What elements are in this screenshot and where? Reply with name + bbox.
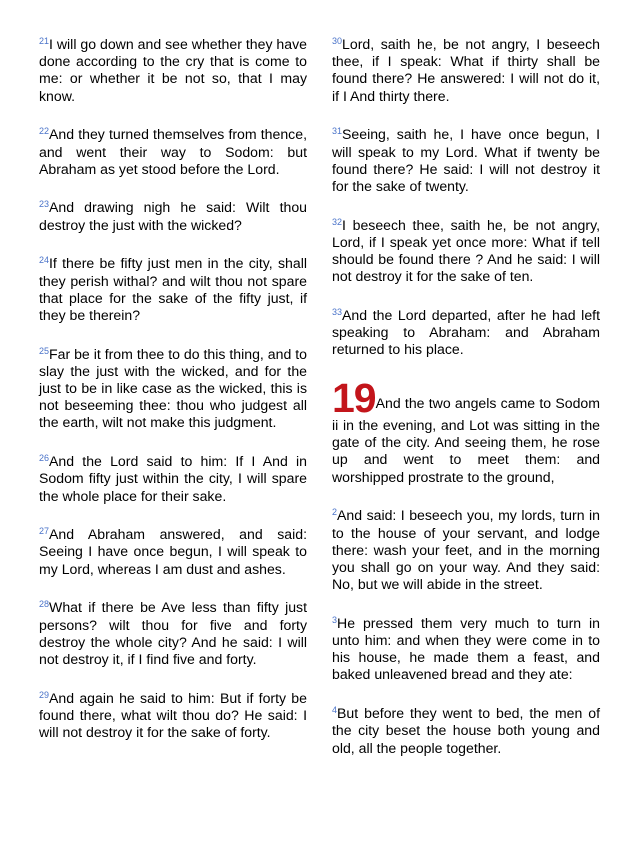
right-column (332, 36, 600, 778)
verse-text: I beseech thee, saith he, be not angry, Lord, if I speak yet once more: What if tell should be found there ? And he said: I will not destroy it for the sake of ten. (332, 216, 600, 285)
verse-3 (332, 615, 600, 684)
verse-text: And the Lord said to him: If I And in Sodom fifty just within the city, I will spare the whole place for their sake. (39, 453, 307, 504)
verse-number: 29 (39, 689, 50, 700)
chapter-number: 19 (332, 375, 376, 422)
verse-number: 24 (39, 255, 50, 266)
verse-text: I will go down and see whether they have done according to the cry that is come to me: or whether it be not so, that I may know. (39, 36, 307, 104)
verse-26 (39, 453, 307, 505)
verse-number: 3 (332, 614, 338, 625)
verse-22 (39, 126, 307, 178)
verse-text: And they turned themselves from thence, and went their way to Sodom: but Abraham as yet stood before the Lord. (39, 126, 307, 177)
verse-number: 4 (332, 705, 338, 716)
verse-number: 30 (332, 36, 343, 46)
verse-number: 27 (39, 526, 50, 537)
verse-number: 2 (332, 507, 338, 518)
verse-text: Seeing, saith he, I have once begun, I will speak to my Lord. What if twenty be found there? He said: I will not destroy it for the sake of twenty. (332, 126, 600, 194)
verse-text: What if there be Ave less than fifty just persons? wilt thou for five and forty destroy the whole city? And he said: I will not destroy it, if I find five and forty. (39, 599, 307, 667)
verse-number: 28 (39, 599, 50, 610)
verse-number: 33 (332, 306, 343, 317)
verse-30 (332, 36, 600, 105)
verse-21 (39, 36, 307, 105)
verse-number: 23 (39, 199, 50, 210)
chapter-19-verse-1 (332, 375, 600, 486)
verse-number: 31 (332, 126, 343, 137)
verse-number: 21 (39, 36, 50, 46)
verse-text: He pressed them very much to turn in unto him: and when they were come in to his house, he made them a feast, and baked unleavened bread and they ate: (332, 614, 600, 683)
verse-text: And Abraham answered, and said: Seeing I have once begun, I will speak to my Lord, whereas I am dust and ashes. (39, 526, 307, 577)
verse-27 (39, 526, 307, 578)
verse-number: 32 (332, 216, 343, 227)
verse-24 (39, 255, 307, 324)
verse-text: But before they went to bed, the men of the city beset the house both young and old, all the people together. (332, 705, 600, 756)
verse-text: And drawing nigh he said: Wilt thou destroy the just with the wicked? (39, 199, 307, 233)
verse-28 (39, 599, 307, 668)
verse-text: And said: I beseech you, my lords, turn in to the house of your servant, and lodge there: wash your feet, and in the morning you shall go on your way. And they said: No, but we will abide in the street. (332, 507, 600, 593)
verse-text: Far be it from thee to do this thing, and to slay the just with the wicked, and for the just to be in like case as the wicked, this is not beseeming thee: thou who judgest all the earth, wilt not make this judgment. (39, 345, 307, 431)
verse-29 (39, 690, 307, 742)
verse-33 (332, 307, 600, 359)
verse-25 (39, 346, 307, 432)
verse-text: And the Lord departed, after he had left speaking to Abraham: and Abraham returned to his place. (332, 306, 600, 358)
verse-text: And the two angels came to Sodom ii in the evening, and Lot was sitting in the gate of the city. And seeing them, he rose up and went to meet them: and worshipped prostrate to the ground, (332, 395, 600, 485)
verse-23 (39, 199, 307, 233)
verse-text: Lord, saith he, be not angry, I beseech thee, if I speak: What if thirty shall be found there? He answered: I will not do it, if I And thirty there. (332, 36, 600, 104)
verse-text: If there be fifty just men in the city, shall they perish withal? and wilt thou not spare that place for the sake of the fifty just, if they be therein? (39, 255, 307, 323)
verse-number: 26 (39, 453, 50, 464)
verse-2 (332, 507, 600, 593)
left-column (39, 36, 307, 763)
verse-number: 25 (39, 345, 50, 356)
verse-4 (332, 705, 600, 757)
verse-text: And again he said to him: But if forty be found there, what wilt thou do? He said: I will not destroy it for the sake of forty. (39, 689, 307, 741)
verse-31 (332, 126, 600, 195)
verse-32 (332, 217, 600, 286)
verse-number: 22 (39, 126, 50, 137)
